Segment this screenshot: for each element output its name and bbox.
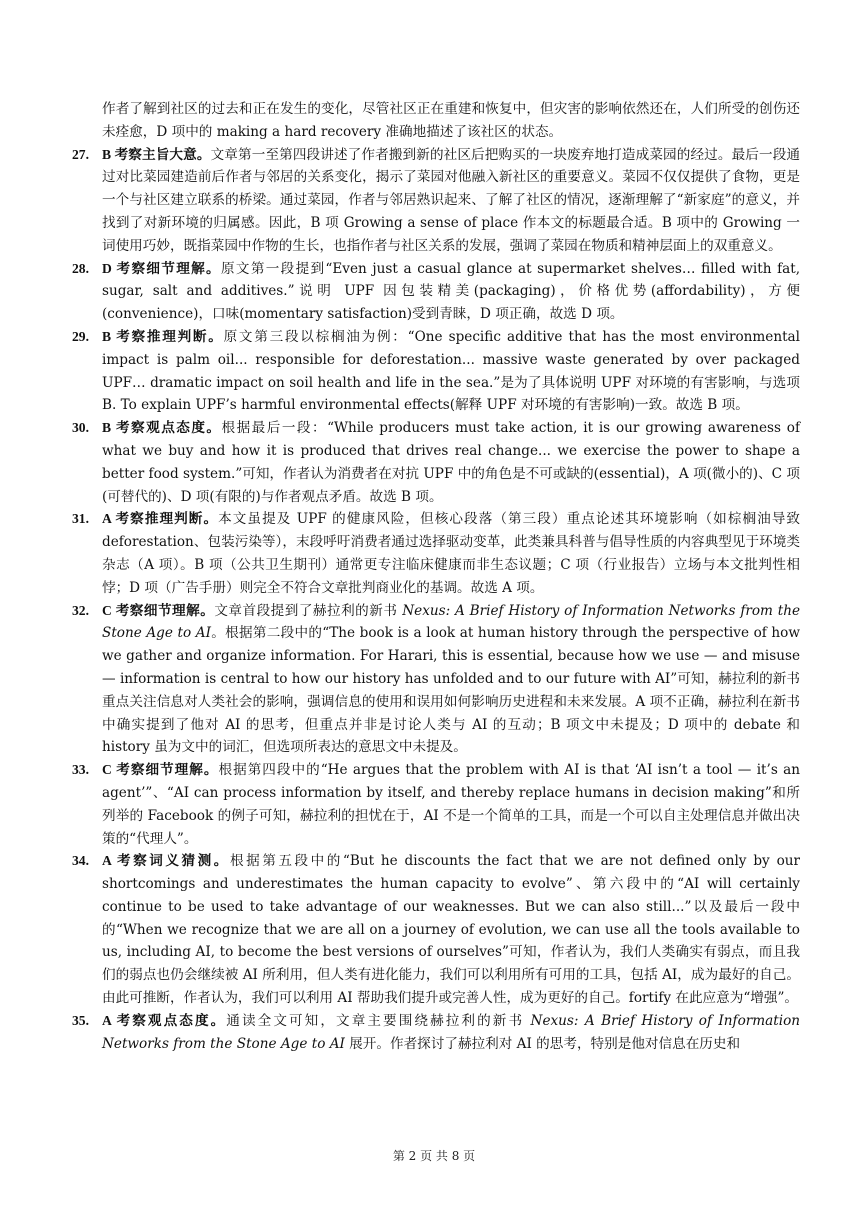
item-text: 文章第一至第四段讲述了作者搬到新的社区后把购买的一块废弃地打造成菜园的经过。最后一段通过对比菜园建造前后作者与邻居的关系变化，揭示了菜园对他融入新社区的重要意义。菜园不仅仅提供了食物，更是一个与社区建立联系的桥梁。通过菜园，作者与邻居熟识起来、了解了社区的情况，逐渐理解了“新家庭”的意义，并找到了对新环境的归属感。因此，B 项 Growing a sense of place 作本文的标题最合适。B 项中的 Growing 一词使用巧妙，既指菜园中作物的生长，也指作者与社区关系的发展，强调了菜园在物质和精神层面上的双重意义。: [102, 146, 801, 254]
page-footer: 第 2 页 共 8 页: [392, 1149, 476, 1163]
item-tag: 考察细节理解。: [115, 602, 215, 619]
item-text: 原文第一段提到“Even just a casual glance at supermarket shelves… filled with fat, sugar, salt and additives.”说明 UPF 因包装精美(packaging)，价格优势(affordability)，方便(convenience)，口味(momentary satisfaction)受到青睐，D 项正确，故选 D 项。: [102, 260, 801, 323]
item-answer: B: [102, 146, 115, 162]
answer-item-30: [72, 417, 800, 508]
answer-explanations: [72, 98, 800, 1055]
item-tag: 考察细节理解。: [116, 260, 221, 277]
answer-item-29: [72, 326, 800, 417]
item-text-part-b: 展开。作者探讨了赫拉利对 AI 的思考，特别是他对信息在历史和: [344, 1035, 741, 1052]
answer-item-33: [72, 759, 800, 850]
item-answer: A: [102, 1012, 117, 1028]
item-text: 原文第三段以棕榈油为例：“One specific additive that has the most environmental impact is palm oil... responsible for deforestation... massive waste generated by over packaged UPF… dramatic impact on soil health and life in the sea.”是为了具体说明 UPF 对环境的有害影响，与选项 B. To explain UPF’s harmful environmental effects(解释 UPF 对环境的有害影响)一致。故选 B 项。: [102, 328, 801, 414]
item-answer: B: [102, 420, 116, 436]
item-number: 27.: [72, 146, 89, 162]
item-answer: C: [102, 602, 116, 618]
item-number: 29.: [72, 328, 89, 344]
item-text: 根据第四段中的“He argues that the problem with AI is that ‘AI isn’t a tool — it’s an agent’”、“AI can process information by itself, and thereby replace humans in decision making”和所列举的 Facebook 的例子可知，赫拉利的担忧在于，AI 不是一个简单的工具，而是一个可以自主处理信息并做出决策的“代理人”。: [102, 762, 801, 847]
item-tag: 考察观点态度。: [116, 1012, 227, 1029]
item-tag: 考察推理判断。: [115, 511, 219, 528]
answer-item-34: [72, 850, 800, 1010]
book-title: Nexus: A Brief History of Information Networks from the Stone Age to AI: [102, 602, 801, 642]
item-number: 30.: [72, 420, 89, 436]
item-answer: A: [102, 853, 118, 869]
answer-item-27: [72, 144, 800, 258]
item-answer: B: [102, 328, 117, 344]
item-answer: D: [102, 260, 117, 276]
intro-paragraph: 作者了解到社区的过去和正在发生的变化，尽管社区正在重建和恢复中，但灾害的影响依然还在，人们所受的创伤还未痊愈，D 项中的 making a hard recovery 准确地描述了该社区的状态。: [102, 101, 800, 140]
item-text-part-a: 通读全文可知，文章主要围绕赫拉利的新书: [226, 1012, 531, 1029]
item-text: 根据第五段中的“But he discounts the fact that we are not defined only by our shortcomings and underestimates the human capacity to evolve”、第六段中的“AI will certainly continue to be used to take advantage of our weaknesses. But we can also still...”以及最后一段中的“When we recognize that we are all on a journey of evolution, we can use all the tools available to us, including AI, to become the best versions of ourselves”可知，作者认为，我们人类确实有弱点，而且我们的弱点也仍会继续被 AI 所利用，但人类有进化能力，我们可以利用所有可用的工具，包括 AI，成为最好的自己。由此可推断，作者认为，我们可以利用 AI 帮助我们提升或完善人性，成为更好的自己。fortify 在此应意为“增强”。: [102, 853, 801, 1007]
item-text-part-b: 。根据第二段中的“The book is a look at human history through the perspective of how we gather and organize information. For Harari, this is essential, because how we use — and misuse — information is central to how our history has unfolded and to our future with AI”可知，赫拉利的新书重点关注信息对人类社会的影响，强调信息的使用和误用如何影响历史进程和未来发展。A 项不正确，赫拉利在新书中确实提到了他对 AI 的思考，但重点并非是讨论人类与 AI 的互动；B 项文中未提及；D 项中的 debate 和 history 虽为文中的词汇，但选项所表达的意思文中未提及。: [102, 625, 800, 756]
item-number: 31.: [72, 511, 89, 527]
item-text-part-a: 文章首段提到了赫拉利的新书: [214, 602, 403, 619]
item-tag: 考察观点态度。: [115, 420, 222, 437]
item-tag: 考察词义猜测。: [117, 853, 230, 870]
answer-item-28: [72, 258, 800, 326]
item-tag: 考察主旨大意。: [114, 146, 211, 163]
item-number: 34.: [72, 853, 89, 869]
item-text: 本文虽提及 UPF 的健康风险，但核心段落（第三段）重点论述其环境影响（如棕榈油导致 deforestation、包装污染等），末段呼吁消费者通过选择驱动变革，此类兼具科普与倡导性质的内容典型见于环境类杂志（A 项）。B 项（公共卫生期刊）通常更专注临床健康而非生态议题；C 项（行业报告）立场与本文批判性相悖；D 项（广告手册）则完全不符合文章批判商业化的基调。故选 A 项。: [102, 511, 800, 596]
item-answer: C: [102, 762, 117, 778]
answer-item-31: [72, 508, 800, 599]
answer-item-35: [72, 1010, 800, 1056]
item-text: 根据最后一段：“While producers must take action, it is our growing awareness of what we buy and how it is produced that drives real change... we exercise the power to shape a better food system.”可知，作者认为消费者在对抗 UPF 中的角色是不可或缺的(essential)，A 项(微小的)、C 项(可替代的)、D 项(有限的)与作者观点矛盾。故选 B 项。: [102, 420, 800, 505]
answer-item-32: [72, 600, 800, 760]
item-number: 28.: [72, 260, 89, 276]
book-title: Nexus: A Brief History of Information Networks from the Stone Age to AI: [102, 1012, 801, 1052]
item-answer: A: [102, 511, 116, 527]
item-tag: 考察推理判断。: [116, 328, 224, 345]
item-number: 33.: [72, 762, 89, 778]
item-number: 32.: [72, 602, 89, 618]
item-number: 35.: [72, 1012, 89, 1028]
item-tag: 考察细节理解。: [116, 762, 219, 779]
